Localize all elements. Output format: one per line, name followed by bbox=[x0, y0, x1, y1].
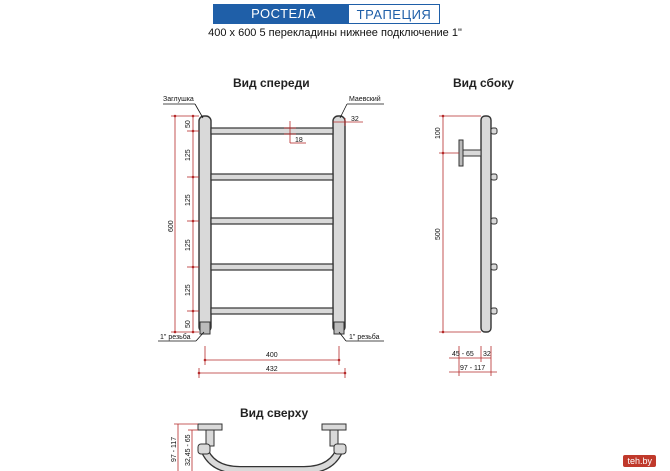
brand-badge: РОСТЕЛА bbox=[213, 4, 354, 24]
product-subtitle: 400 x 600 5 перекладины нижнее подключение 1" bbox=[208, 27, 462, 39]
dim-side-height: 500 bbox=[435, 228, 442, 240]
model-badge: ТРАПЕЦИЯ bbox=[348, 4, 440, 24]
plug-callout: Заглушка bbox=[163, 96, 194, 103]
rung bbox=[211, 174, 333, 180]
dim-side-top: 100 bbox=[435, 127, 442, 139]
dim-side-depth: 97 - 117 bbox=[460, 365, 486, 372]
left-thread-stub bbox=[200, 322, 210, 334]
side-view-title: Вид сбоку bbox=[453, 76, 514, 90]
dim-front-3: 125 bbox=[185, 239, 192, 251]
rung bbox=[211, 128, 333, 134]
dim-side-mount-b: 32 bbox=[483, 351, 491, 358]
dim-front-0: 50 bbox=[185, 120, 192, 128]
thread-left-callout: 1" резьба bbox=[160, 334, 191, 341]
dim-top-mount: 32,45 - 65 bbox=[185, 434, 192, 466]
rung bbox=[211, 264, 333, 270]
watermark: teh.by bbox=[623, 455, 656, 467]
side-pipe bbox=[481, 116, 491, 332]
dim-front-1: 125 bbox=[185, 149, 192, 161]
valve-callout: Маевский bbox=[349, 96, 381, 103]
dim-front-2: 125 bbox=[185, 194, 192, 206]
top-view bbox=[171, 424, 346, 471]
right-vertical-pipe bbox=[333, 116, 345, 332]
front-view-title: Вид спереди bbox=[233, 76, 310, 90]
dim-side-mount: 45 - 65 bbox=[452, 351, 474, 358]
rung bbox=[211, 218, 333, 224]
side-view bbox=[435, 115, 497, 376]
left-vertical-pipe bbox=[199, 116, 211, 332]
rung bbox=[211, 308, 333, 314]
thread-right-callout: 1" резьба bbox=[349, 334, 380, 341]
dim-width-outer: 432 bbox=[266, 366, 278, 373]
dim-front-5: 50 bbox=[185, 320, 192, 328]
dim-front-4: 125 bbox=[185, 284, 192, 296]
wall-mount-plate bbox=[459, 140, 463, 166]
front-view bbox=[158, 95, 384, 378]
dim-pipe-offset: 32 bbox=[351, 116, 359, 123]
wall-mount-arm bbox=[463, 150, 481, 156]
top-view-title: Вид сверху bbox=[240, 406, 309, 420]
dim-width-inner: 400 bbox=[266, 352, 278, 359]
dim-front-total: 600 bbox=[168, 220, 175, 232]
dim-top-depth: 97 - 117 bbox=[171, 436, 178, 462]
dim-rung-gap: 18 bbox=[295, 137, 303, 144]
